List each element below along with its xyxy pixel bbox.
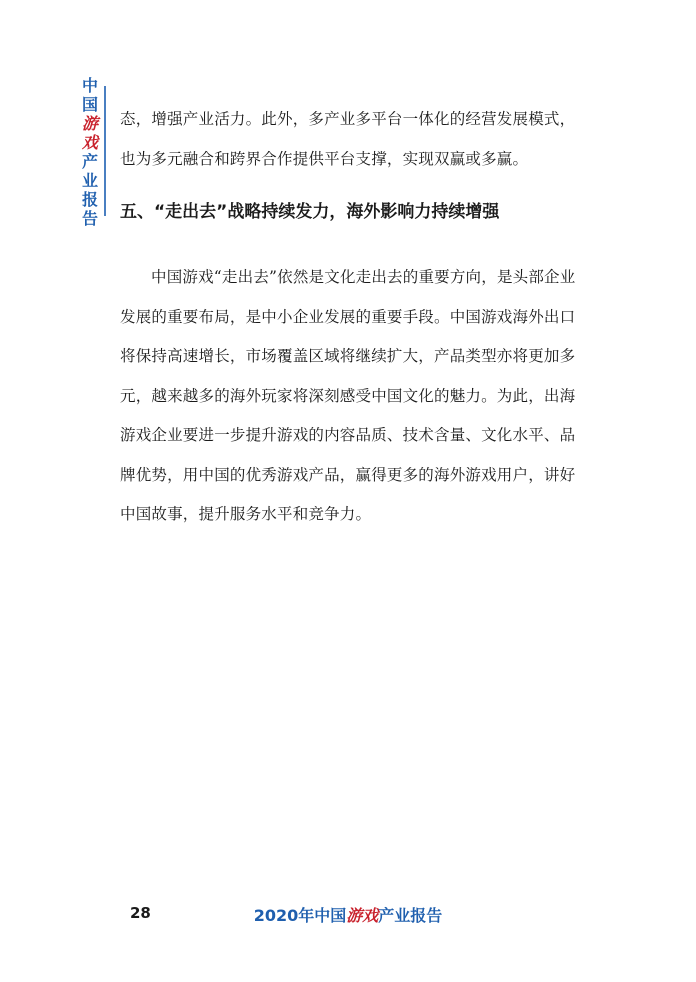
sidebar-char: 业 xyxy=(81,171,98,190)
section-heading: 五、“走出去”战略持续发力，海外影响力持续增强 xyxy=(120,202,500,222)
body-paragraph-2: 中国游戏“走出去”依然是文化走出去的重要方向，是头部企业发展的重要布局，是中小企业发展的重要手段。中国游戏海外出口将保持高速增长，市场覆盖区域将继续扩大，产品类型亦将更加多元，越来越多的海外玩家将深刻感受中国文化的魅力。为此，出海游戏企业要进一步提升游戏的内容品质、技术含量、文化水平、品牌优势，用中国的优秀游戏产品，赢得更多的海外游戏用户，讲好中国故事，提升服务水平和竞争力。 xyxy=(120,268,576,523)
sidebar-char-highlight: 游 xyxy=(81,114,98,133)
footer-title-prefix: 2020年中国 xyxy=(253,906,347,925)
sidebar-report-title xyxy=(80,76,100,228)
sidebar-char: 中 xyxy=(81,76,98,95)
sidebar-char: 产 xyxy=(81,152,98,171)
body-paragraph-1: 态，增强产业活力。此外，多产业多平台一体化的经营发展模式，也为多元融合和跨界合作提供平台支撑，实现双赢或多赢。 xyxy=(120,110,576,168)
sidebar-char: 告 xyxy=(81,209,98,228)
footer-title-suffix: 产业报告 xyxy=(378,906,443,925)
sidebar-divider xyxy=(104,86,106,216)
footer-title-highlight: 游戏 xyxy=(346,906,379,925)
sidebar-char-highlight: 戏 xyxy=(81,133,98,152)
page-number: 28 xyxy=(130,904,151,922)
footer-report-title xyxy=(0,903,696,926)
sidebar-char: 报 xyxy=(81,190,98,209)
sidebar-char: 国 xyxy=(81,95,98,114)
